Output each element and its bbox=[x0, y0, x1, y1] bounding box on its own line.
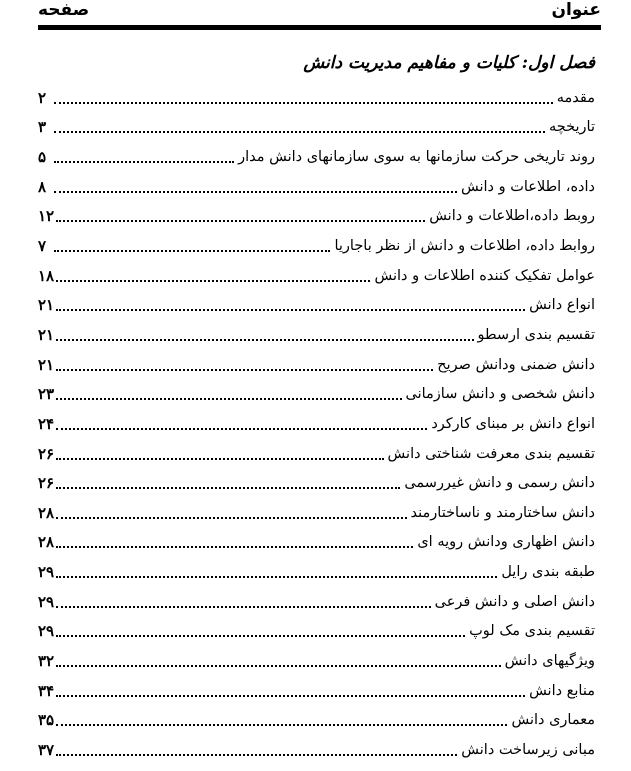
leader-dots bbox=[54, 161, 234, 163]
toc-entry-page: ۳۲ bbox=[38, 651, 55, 670]
toc-entry-page: ۷ bbox=[38, 237, 47, 256]
toc-entry-title: داده، اطلاعات و دانش bbox=[461, 178, 595, 195]
toc-entry-page: ۲۳ bbox=[38, 385, 55, 404]
toc-entry[interactable] bbox=[38, 498, 595, 528]
toc-entry[interactable] bbox=[38, 113, 595, 143]
toc-entry-title: روبط داده،اطلاعات و دانش bbox=[429, 208, 595, 225]
toc-entry-page: ۲ bbox=[38, 88, 47, 107]
toc-entry-title: تاریخچه bbox=[549, 119, 595, 136]
toc-entry-page: ۳۴ bbox=[38, 681, 55, 700]
toc-entry-page: ۱۲ bbox=[38, 207, 55, 226]
leader-dots bbox=[56, 606, 431, 608]
toc-entry-page: ۳ bbox=[38, 118, 47, 137]
header-divider bbox=[38, 25, 601, 30]
toc-entry[interactable] bbox=[38, 587, 595, 617]
leader-dots bbox=[54, 191, 457, 193]
leader-dots bbox=[56, 576, 497, 578]
toc-entry-title: طبقه بندی رایل bbox=[501, 564, 595, 581]
leader-dots bbox=[56, 398, 401, 400]
toc-entry-title: روابط داده، اطلاعات و دانش از نظر باجاریا bbox=[334, 238, 595, 255]
leader-dots bbox=[56, 280, 370, 282]
toc-entry-page: ۲۱ bbox=[38, 325, 55, 344]
leader-dots bbox=[56, 517, 406, 519]
toc-entry-page: ۲۶ bbox=[38, 444, 55, 463]
toc-entry-title: دانش رسمی و دانش غیررسمی bbox=[404, 475, 595, 492]
leader-dots bbox=[56, 695, 525, 697]
leader-dots bbox=[56, 487, 400, 489]
leader-dots bbox=[56, 369, 433, 371]
leader-dots bbox=[54, 102, 553, 104]
toc-entry-title: دانش اصلی و دانش فرعی bbox=[434, 593, 595, 610]
chapter-title: فصل اول: کلیات و مفاهیم مدیریت دانش bbox=[303, 53, 595, 73]
toc-entry[interactable] bbox=[38, 528, 595, 558]
toc-entry-page: ۲۹ bbox=[38, 563, 55, 582]
toc-list bbox=[38, 83, 595, 765]
toc-entry-page: ۲۸ bbox=[38, 503, 55, 522]
toc-entry[interactable] bbox=[38, 320, 595, 350]
toc-entry-title: تقسیم بندی ارسطو bbox=[477, 326, 595, 343]
toc-entry-page: ۳۷ bbox=[38, 740, 55, 759]
toc-entry[interactable] bbox=[38, 439, 595, 469]
leader-dots bbox=[56, 220, 425, 222]
toc-entry-title: انواع دانش bbox=[529, 297, 595, 314]
toc-entry[interactable] bbox=[38, 231, 595, 261]
toc-entry-page: ۳۵ bbox=[38, 711, 55, 730]
toc-entry-title: دانش شخصی و دانش سازمانی bbox=[405, 386, 595, 403]
toc-entry-title: تقسیم بندی مک لوپ bbox=[469, 623, 595, 640]
toc-entry[interactable] bbox=[38, 646, 595, 676]
toc-entry-title: عوامل تفکیک کننده اطلاعات و دانش bbox=[374, 267, 595, 284]
leader-dots bbox=[56, 546, 413, 548]
leader-dots bbox=[54, 131, 545, 133]
leader-dots bbox=[56, 339, 473, 341]
toc-entry[interactable] bbox=[38, 202, 595, 232]
toc-entry-title: دانش ساختارمند و ناساختارمند bbox=[410, 504, 595, 521]
toc-entry-page: ۲۴ bbox=[38, 414, 55, 433]
leader-dots bbox=[56, 458, 383, 460]
toc-entry[interactable] bbox=[38, 705, 595, 735]
toc-entry[interactable] bbox=[38, 83, 595, 113]
leader-dots bbox=[54, 250, 330, 252]
toc-entry-title: معماری دانش bbox=[511, 712, 595, 729]
toc-entry-title: روند تاریخی حرکت سازمانها به سوی سازمانهای دانش مدار bbox=[238, 149, 595, 166]
leader-dots bbox=[56, 665, 500, 667]
leader-dots bbox=[56, 428, 427, 430]
column-heading-title: عنوان bbox=[551, 0, 601, 20]
toc-entry[interactable] bbox=[38, 350, 595, 380]
toc-entry-title: منابع دانش bbox=[529, 682, 595, 699]
toc-header bbox=[38, 0, 601, 26]
toc-entry[interactable] bbox=[38, 142, 595, 172]
toc-entry-title: دانش ضمنی ودانش صریح bbox=[437, 356, 595, 373]
column-heading-page: صفحه bbox=[38, 0, 90, 20]
toc-entry[interactable] bbox=[38, 290, 595, 320]
toc-entry[interactable] bbox=[38, 617, 595, 647]
toc-entry[interactable] bbox=[38, 557, 595, 587]
toc-entry[interactable] bbox=[38, 172, 595, 202]
toc-entry-page: ۱۸ bbox=[38, 266, 55, 285]
toc-entry-title: دانش اظهاری ودانش رویه ای bbox=[417, 534, 595, 551]
toc-entry[interactable] bbox=[38, 468, 595, 498]
toc-entry-page: ۲۱ bbox=[38, 296, 55, 315]
leader-dots bbox=[56, 635, 465, 637]
toc-entry-page: ۸ bbox=[38, 177, 47, 196]
leader-dots bbox=[56, 309, 525, 311]
toc-entry[interactable] bbox=[38, 409, 595, 439]
toc-entry-page: ۵ bbox=[38, 148, 47, 167]
toc-entry-title: مقدمه bbox=[556, 89, 595, 106]
toc-entry[interactable] bbox=[38, 261, 595, 291]
toc-entry-title: انواع دانش بر مبنای کارکرد bbox=[431, 415, 595, 432]
toc-entry-page: ۲۸ bbox=[38, 533, 55, 552]
toc-entry-title: ویژگیهای دانش bbox=[504, 652, 595, 669]
toc-entry-page: ۲۹ bbox=[38, 622, 55, 641]
toc-entry[interactable] bbox=[38, 676, 595, 706]
toc-entry[interactable] bbox=[38, 735, 595, 765]
toc-entry-page: ۲۱ bbox=[38, 355, 55, 374]
toc-entry-page: ۲۶ bbox=[38, 474, 55, 493]
toc-entry-page: ۲۹ bbox=[38, 592, 55, 611]
leader-dots bbox=[56, 724, 507, 726]
leader-dots bbox=[56, 754, 457, 756]
toc-entry-title: تقسیم بندی معرفت شناختی دانش bbox=[387, 445, 595, 462]
toc-entry-title: مبانی زیرساخت دانش bbox=[461, 741, 595, 758]
toc-entry[interactable] bbox=[38, 379, 595, 409]
